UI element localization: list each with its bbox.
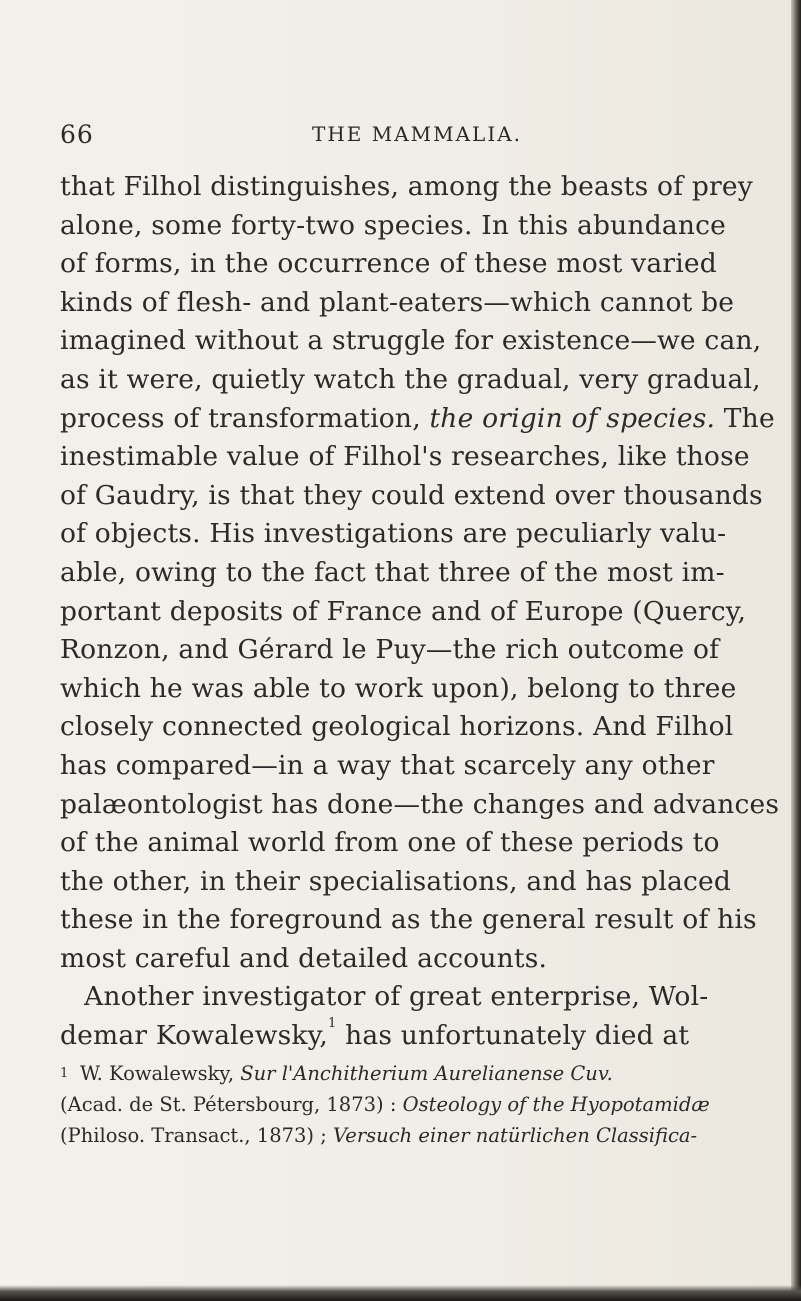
italic-phrase: the origin of species. [429, 402, 716, 434]
text-line: as it were, quietly watch the gradual, very gradual, [60, 363, 761, 395]
text-line: imagined without a struggle for existence—we can, [60, 325, 762, 357]
running-title: THE MAMMALIA. [312, 122, 523, 146]
italic-title: Osteology of the Hyopotamidæ [402, 1093, 710, 1116]
text-line: alone, some forty-two species. In this abundance [60, 209, 727, 241]
text-line: of Gaudry, is that they could extend over thousands [60, 479, 763, 511]
text-line: has compared—in a way that scarcely any other [60, 749, 715, 781]
footnote-reference[interactable]: 1 [327, 1016, 337, 1032]
text-line: inestimable value of Filhol's researches, like those [60, 441, 750, 473]
text-segment: (Acad. de St. Pétersbourg, 1873) : [60, 1093, 403, 1116]
text-segment: The [715, 402, 775, 434]
footnote-line [60, 1120, 790, 1151]
footnotes [60, 1058, 790, 1151]
text-line: of objects. His investigations are peculiarly valu- [60, 518, 727, 550]
italic-title: Versuch einer natürlichen Classifica- [333, 1124, 698, 1147]
text-segment: W. Kowalewsky, [80, 1062, 241, 1085]
text-segment: (Philoso. Transact., 1873) ; [60, 1124, 333, 1147]
footnote-marker: 1 [60, 1066, 69, 1081]
text-line: Ronzon, and Gérard le Puy—the rich outcome of [60, 634, 720, 666]
text-line: closely connected geological horizons. And Filhol [60, 711, 734, 743]
text-segment: has unfortunately died at [336, 1020, 690, 1052]
text-line: of the animal world from one of these periods to [60, 827, 720, 859]
text-line: palæontologist has done—the changes and advances [60, 788, 780, 820]
text-segment: demar Kowalewsky, [60, 1020, 328, 1052]
page-header [60, 120, 750, 150]
page-number: 66 [60, 120, 94, 149]
text-line: these in the foreground as the general result of his [60, 904, 757, 936]
text-line [60, 400, 790, 439]
text-line: portant deposits of France and of Europe (Quercy, [60, 595, 747, 627]
text-line: that Filhol distinguishes, among the beasts of prey [60, 171, 753, 202]
text-line: which he was able to work upon), belong to three [60, 672, 737, 704]
footnote-line [60, 1058, 790, 1089]
text-line: kinds of flesh- and plant-eaters—which cannot be [60, 286, 735, 318]
text-line: of forms, in the occurrence of these most varied [60, 248, 717, 280]
text-line: able, owing to the fact that three of the most im- [60, 556, 725, 588]
text-segment: process of transformation, [60, 402, 430, 434]
text-line-paragraph-start: Another investigator of great enterprise, Wol- [84, 981, 709, 1013]
italic-title: Sur l'Anchitherium Aurelianense Cuv. [240, 1062, 613, 1085]
footnote-line [60, 1089, 790, 1120]
text-line: most careful and detailed accounts. [60, 942, 548, 974]
body-text [60, 168, 790, 1056]
page-edge-shadow [791, 0, 801, 1301]
text-line [60, 1017, 790, 1056]
text-line: the other, in their specialisations, and has placed [60, 865, 732, 897]
page-bottom-shadow [0, 1285, 801, 1301]
